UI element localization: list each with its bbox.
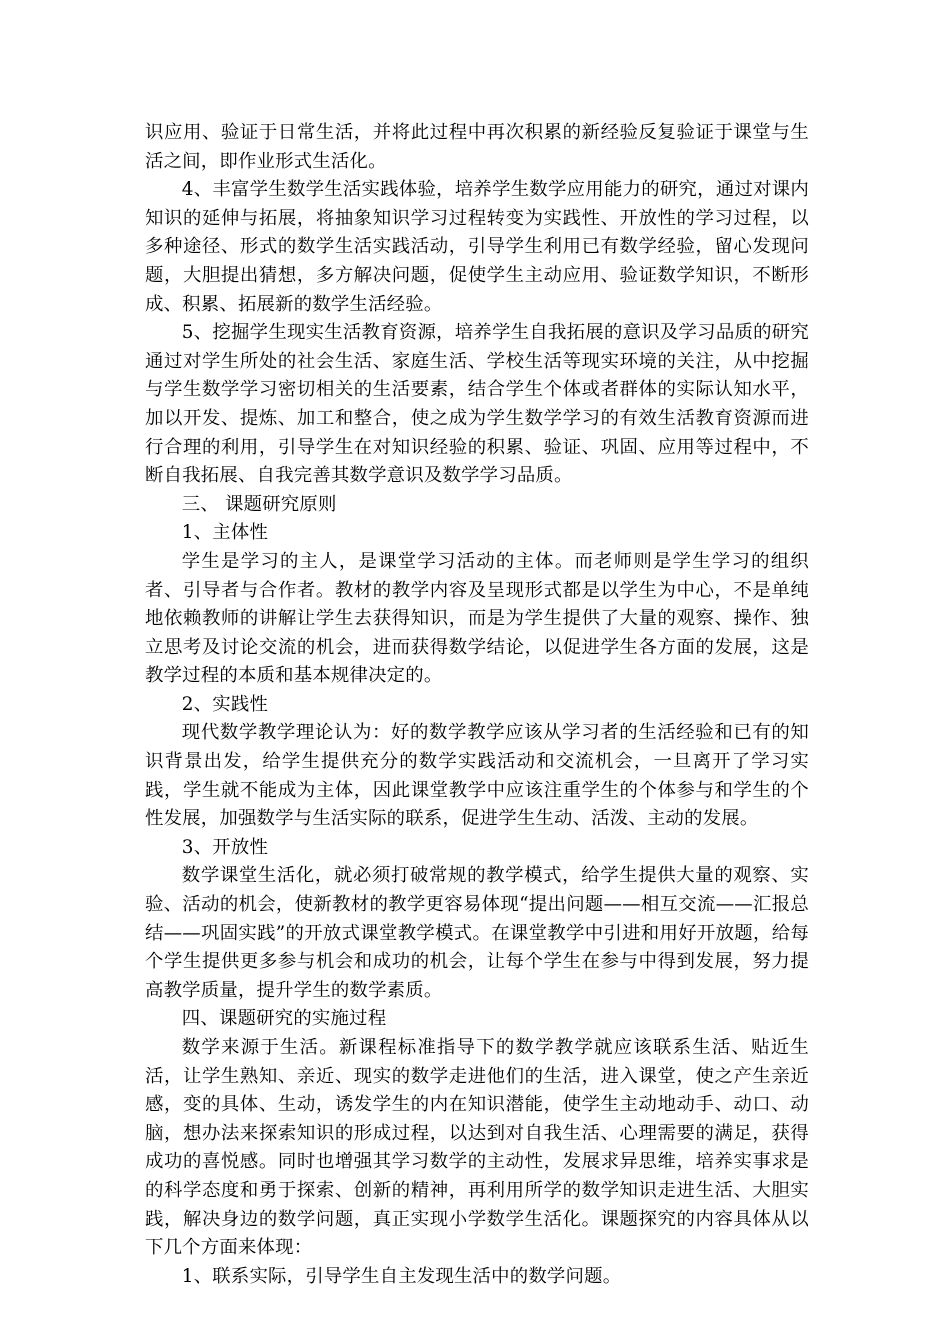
section-heading-implementation: 四、课题研究的实施过程 [181, 1008, 387, 1030]
paragraph-item-5: 5、挖掘学生现实生活教育资源，培养学生自我拓展的意识及学习品质的研究通过对学生所处的社会生活、家庭生活、学校生活等现实环境的关注，从中挖掘与学生数学学习密切相关的生活要素，结合学生个体或者群体的实际认知水平，加以开发、提炼、加工和整合，使之成为学生数学学习的有效生活教育资源而进行合理的利用，引导学生在对知识经验的积累、验证、巩固、应用等过程中，不断自我拓展、自我完善其数学意识及数学学习品质。 [145, 322, 809, 487]
paragraph-continuation: 识应用、验证于日常生活，并将此过程中再次积累的新经验反复验证于课堂与生活之间，即作业形式生活化。 [145, 122, 809, 172]
section-heading-research-principles: 三、 课题研究原则 [181, 493, 337, 515]
paragraph-practicality: 现代数学教学理论认为：好的数学教学应该从学习者的生活经验和已有的知识背景出发，给学生提供充分的数学实践活动和交流机会，一旦离开了学习实践，学生就不能成为主体，因此课堂教学中应该注重学生的个体参与和学生的个性发展，加强数学与生活实际的联系，促进学生生动、活泼、主动的发展。 [145, 722, 809, 830]
subheading-subjectivity: 1、主体性 [181, 522, 269, 544]
document-page [145, 119, 809, 1291]
paragraph-subjectivity: 学生是学习的主人，是课堂学习活动的主体。而老师则是学生学习的组织者、引导者与合作者。教材的教学内容及呈现形式都是以学生为中心，不是单纯地依赖教师的讲解让学生去获得知识，而是为学生提供了大量的观察、操作、独立思考及讨论交流的机会，进而获得数学结论，以促进学生各方面的发展，这是教学过程的本质和基本规律决定的。 [145, 550, 809, 687]
subheading-practicality: 2、实践性 [181, 693, 269, 715]
subheading-connect-reality: 1、联系实际，引导学生自主发现生活中的数学问题。 [181, 1265, 622, 1287]
paragraph-implementation: 数学来源于生活。新课程标准指导下的数学教学就应该联系生活、贴近生活，让学生熟知、亲近、现实的数学走进他们的生活，进入课堂，使之产生亲近感，变的具体、生动，诱发学生的内在知识潜能，使学生主动地动手、动口、动脑，想办法来探索知识的形成过程，以达到对自我生活、心理需要的满足，获得成功的喜悦感。同时也增强其学习数学的主动性，发展求异思维，培养实事求是的科学态度和勇于探索、创新的精神，再利用所学的数学知识走进生活、大胆实践，解决身边的数学问题，真正实现小学数学生活化。课题探究的内容具体从以下几个方面来体现： [145, 1037, 809, 1259]
paragraph-item-4: 4、丰富学生数学生活实践体验，培养学生数学应用能力的研究，通过对课内知识的延伸与拓展，将抽象知识学习过程转变为实践性、开放性的学习过程，以多种途径、形式的数学生活实践活动，引导学生利用已有数学经验，留心发现问题，大胆提出猜想，多方解决问题，促使学生主动应用、验证数学知识，不断形成、积累、拓展新的数学生活经验。 [145, 179, 809, 315]
subheading-openness: 3、开放性 [181, 836, 269, 858]
paragraph-openness: 数学课堂生活化，就必须打破常规的教学模式，给学生提供大量的观察、实验、活动的机会，使新教材的教学更容易体现“提出问题——相互交流——汇报总结——巩固实践”的开放式课堂教学模式。在课堂教学中引进和用好开放题，给每个学生提供更多参与机会和成功的机会，让每个学生在参与中得到发展，努力提高教学质量，提升学生的数学素质。 [145, 865, 809, 1001]
